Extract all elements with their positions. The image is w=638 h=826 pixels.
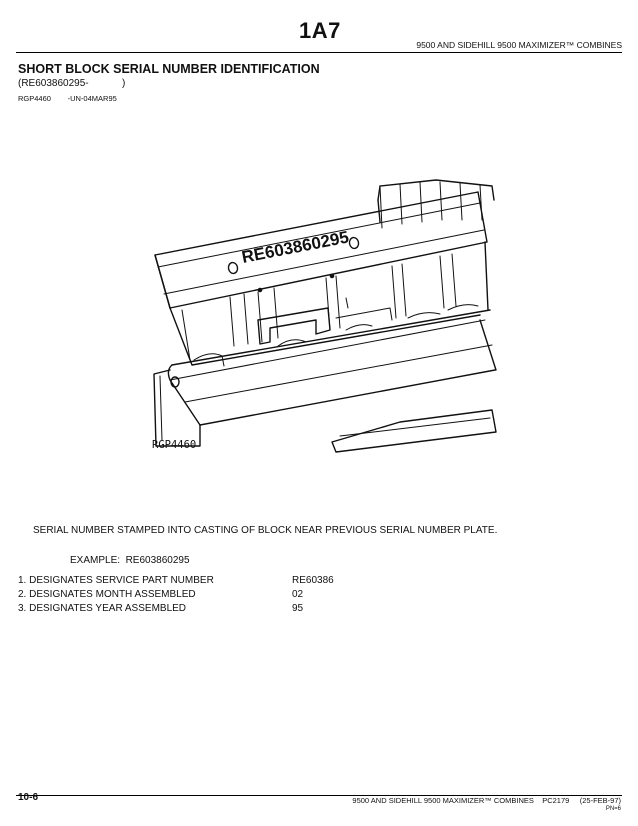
section-code: 1A7 <box>299 18 341 43</box>
part-number-range: (RE603860295- ) <box>18 78 126 89</box>
header-title: 9500 AND SIDEHILL 9500 MAXIMIZER™ COMBINES <box>416 40 622 50</box>
list-item-label: 2. DESIGNATES MONTH ASSEMBLED <box>18 589 196 600</box>
stamped-serial-number: RE603860295 <box>240 227 351 267</box>
list-item-label: 3. DESIGNATES YEAR ASSEMBLED <box>18 603 187 614</box>
footer-code: PN=6 <box>605 806 621 812</box>
header-rule <box>16 52 622 53</box>
example-serial: EXAMPLE: RE603860295 <box>70 555 190 566</box>
list-item-value: 02 <box>292 589 304 600</box>
list-item-value: RE60386 <box>292 575 334 586</box>
list-item-value: 95 <box>292 603 304 614</box>
page-number: 10-6 <box>18 792 39 803</box>
drawing-label: RGP4460 <box>152 439 197 451</box>
footer-info: 9500 AND SIDEHILL 9500 MAXIMIZER™ COMBINES PC2179 (25-FEB-97) <box>352 796 621 805</box>
engine-block-illustration <box>140 170 500 460</box>
page-title: SHORT BLOCK SERIAL NUMBER IDENTIFICATION <box>18 62 320 76</box>
list-item-label: 1. DESIGNATES SERVICE PART NUMBER <box>18 575 214 586</box>
figure-reference: RGP4460 -UN-04MAR95 <box>18 94 117 103</box>
caption: SERIAL NUMBER STAMPED INTO CASTING OF BLOCK NEAR PREVIOUS SERIAL NUMBER PLATE. <box>33 525 498 536</box>
